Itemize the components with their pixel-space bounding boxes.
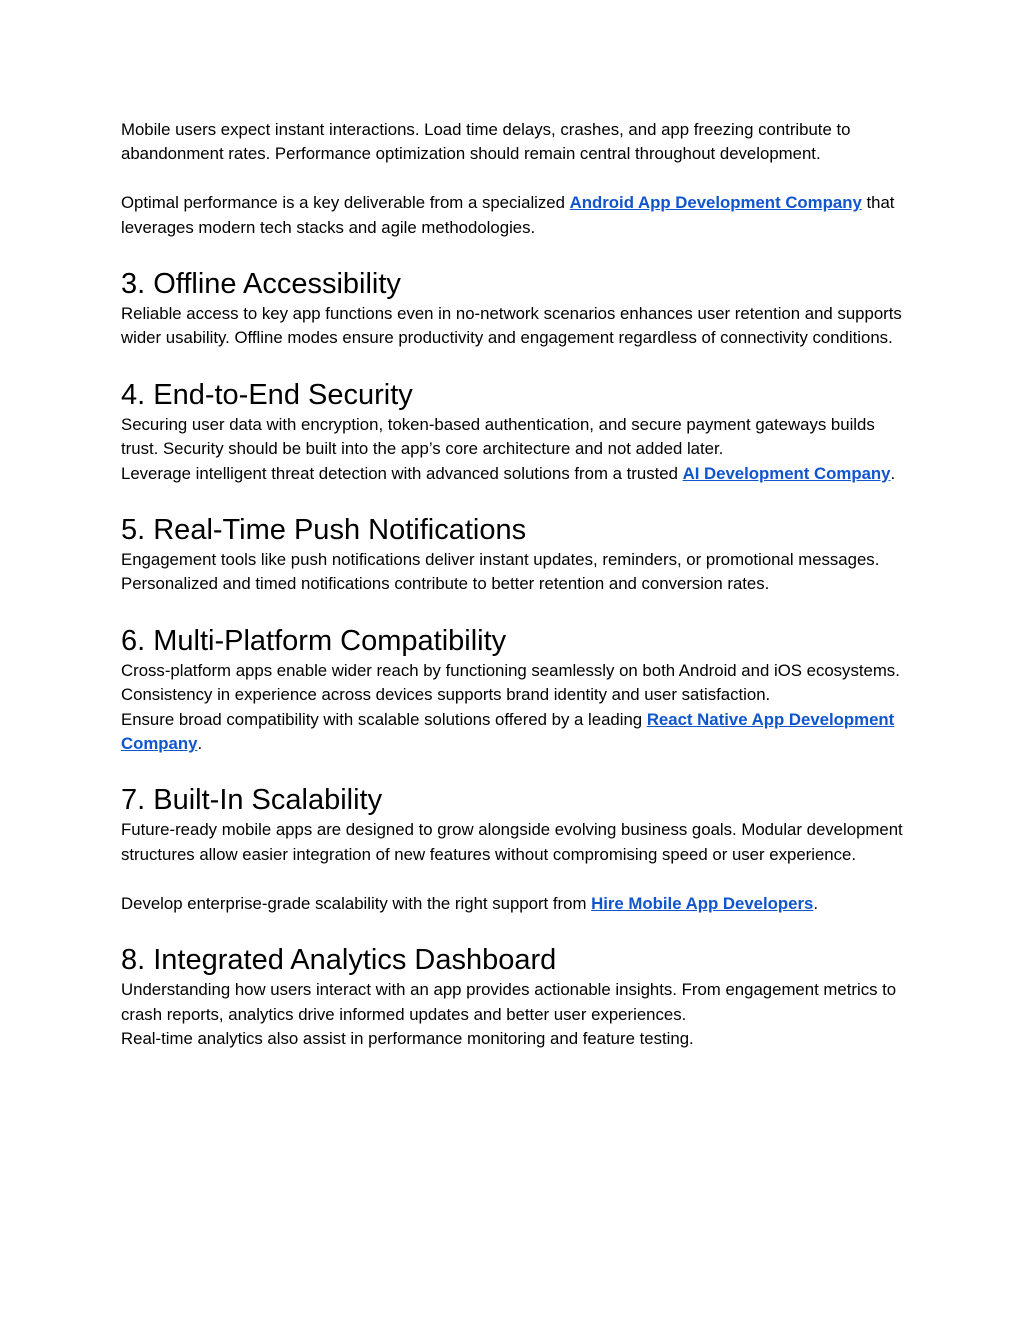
section-gap: [121, 486, 911, 512]
section-body-offline: Reliable access to key app functions even in no-network scenarios enhances user retention and supports wider usability. Offline modes ensure productivity and engagement regardless of connectivity conditions.: [121, 304, 902, 348]
section-link-paragraph-security: [121, 462, 911, 486]
android-app-development-link[interactable]: Android App Development Company: [569, 193, 862, 213]
text-run: .: [890, 463, 896, 483]
section-gap: [121, 597, 911, 623]
text-run: that leverages modern tech stacks and agile methodologies.: [121, 193, 895, 237]
section-link-paragraph-scalability: [121, 892, 911, 916]
section-body-scalability: Future-ready mobile apps are designed to grow alongside evolving business goals. Modular development structures allow easier integration of new features without compromising speed or user experience.: [121, 820, 903, 864]
section-heading-analytics: 8. Integrated Analytics Dashboard: [121, 944, 557, 977]
intro-link-paragraph: [121, 191, 911, 240]
text-run: Ensure broad compatibility with scalable solutions offered by a leading: [121, 709, 647, 729]
text-run: Optimal performance is a key deliverable from a specialized: [121, 193, 570, 213]
section-gap: [121, 756, 911, 782]
section-body-push-notifications: Engagement tools like push notifications deliver instant updates, reminders, or promotional messages. Personalized and timed notifications contribute to better retention and conversion rates.: [121, 550, 880, 594]
ai-development-company-link[interactable]: AI Development Company: [682, 463, 891, 483]
intro-paragraph: Mobile users expect instant interactions. Load time delays, crashes, and app freezing contribute to abandonment rates. Performance optimization should remain central throughout development.: [121, 120, 851, 164]
section-heading-push-notifications: 5. Real-Time Push Notifications: [121, 514, 527, 547]
section-link-paragraph-multi-platform: [121, 708, 911, 757]
text-run: .: [197, 734, 203, 754]
text-run: Develop enterprise-grade scalability with the right support from: [121, 893, 592, 913]
document-body: [121, 118, 911, 1051]
text-run: .: [813, 893, 819, 913]
react-native-app-development-link[interactable]: React Native App Development Company: [121, 709, 895, 754]
section-heading-offline: 3. Offline Accessibility: [121, 268, 401, 301]
text-run: Leverage intelligent threat detection with advanced solutions from a trusted: [121, 463, 683, 483]
paragraph-gap: [121, 867, 911, 891]
section-gap: [121, 916, 911, 942]
section-body-analytics: Understanding how users interact with an app provides actionable insights. From engagement metrics to crash reports, analytics drive informed updates and better user experiences.: [121, 980, 897, 1024]
section-gap: [121, 240, 911, 266]
section-body-security: Securing user data with encryption, token-based authentication, and secure payment gateways builds trust. Security should be built into the app’s core architecture and not added later.: [121, 414, 875, 459]
section-gap: [121, 351, 911, 377]
section-body-analytics-2: Real-time analytics also assist in performance monitoring and feature testing.: [121, 1028, 694, 1048]
section-body-multi-platform: Cross-platform apps enable wider reach by functioning seamlessly on both Android and iOS ecosystems. Consistency in experience across devices supports brand identity and user satisfaction.: [121, 660, 900, 705]
hire-mobile-app-developers-link[interactable]: Hire Mobile App Developers: [591, 893, 814, 913]
section-heading-security: 4. End-to-End Security: [121, 378, 413, 411]
section-heading-scalability: 7. Built-In Scalability: [121, 784, 383, 817]
paragraph-gap: [121, 167, 911, 191]
section-heading-multi-platform: 6. Multi-Platform Compatibility: [121, 624, 507, 657]
